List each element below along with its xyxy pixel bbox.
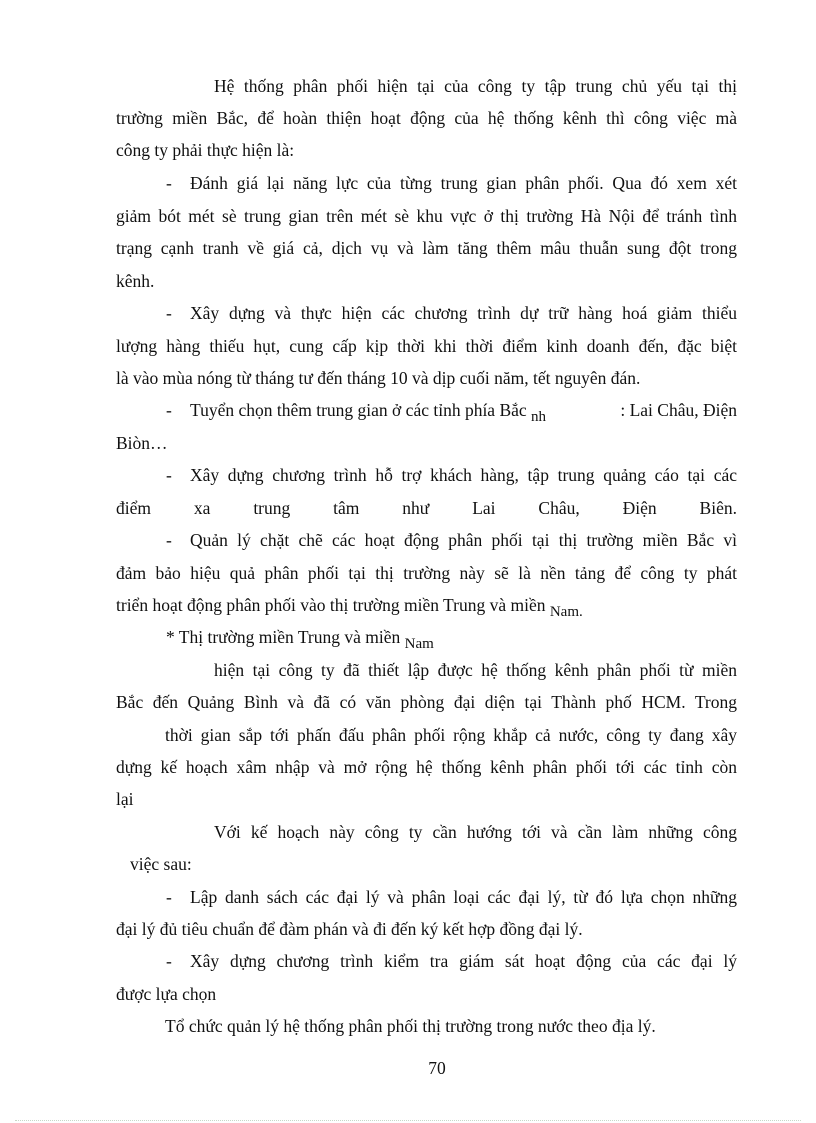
bullet-marker: - — [166, 173, 172, 193]
text-run: Tuyển chọn thêm trung gian ở các tỉnh phía Bắc — [190, 400, 527, 420]
section-heading — [166, 627, 434, 652]
bullet-marker: - — [166, 887, 172, 907]
text-run: . — [579, 604, 583, 620]
page-number: 70 — [428, 1058, 446, 1078]
paragraph-line: lại — [116, 789, 134, 809]
paragraph-line: công ty phải thực hiện là: — [116, 140, 295, 160]
page-bottom-divider — [15, 1120, 801, 1121]
bullet-item-line — [116, 595, 583, 620]
paragraph-line: Hệ thống phân phối hiện tại của công ty tập trung chủ yếu tại thị — [214, 76, 737, 96]
bullet-item-line: Xây dựng chương trình kiểm tra giám sát hoạt động của các đại lý — [190, 951, 737, 971]
bullet-item-line — [190, 400, 737, 425]
paragraph-line: dựng kế hoạch xâm nhập và mở rộng hệ thống kênh phân phối tới các tỉnh còn — [116, 757, 737, 777]
bullet-item-line: Biòn… — [116, 433, 168, 453]
bullet-item-line: được lựa chọn — [116, 984, 217, 1004]
bullet-item-line: Xây dựng chương trình hỗ trợ khách hàng, tập trung quảng cáo tại các — [190, 465, 737, 485]
paragraph-line: Bắc đến Quảng Bình và đã có văn phòng đại diện tại Thành phố HCM. Trong — [116, 692, 737, 712]
subscript-run: nh — [531, 409, 547, 425]
paragraph-line: Tổ chức quản lý hệ thống phân phối thị trường trong nước theo địa lý. — [165, 1016, 656, 1036]
bullet-item-line: Đánh giá lại năng lực của từng trung gian phân phối. Qua đó xem xét — [190, 173, 737, 193]
bullet-marker: - — [166, 465, 172, 485]
bullet-item-line: đảm bảo hiệu quả phân phối tại thị trường này sẽ là nền tảng để công ty phát — [116, 563, 737, 583]
text-run: triển hoạt động phân phối vào thị trường miền Trung và miền — [116, 595, 546, 615]
heading-text: * Thị trường miền Trung và miền — [166, 627, 401, 647]
bullet-item-line: kênh. — [116, 271, 155, 291]
paragraph-line: thời gian sắp tới phấn đấu phân phối rộng khắp cả nước, công ty đang xây — [165, 725, 737, 745]
paragraph-line: trường miền Bắc, để hoàn thiện hoạt động của hệ thống kênh thì công việc mà — [116, 108, 737, 128]
bullet-item-line: trạng cạnh tranh về giá cả, dịch vụ và làm tăng thêm mâu thuẫn sung đột trong — [116, 238, 737, 258]
bullet-item-line: lượng hàng thiếu hụt, cung cấp kịp thời khi thời điểm kinh doanh đến, đặc biệt — [116, 336, 737, 356]
bullet-marker: - — [166, 951, 172, 971]
bullet-item-line: Xây dựng và thực hiện các chương trình dự trữ hàng hoá giảm thiểu — [190, 303, 737, 323]
bullet-marker: - — [166, 530, 172, 550]
subscript-run: Nam — [549, 604, 580, 620]
paragraph-line: việc sau: — [130, 854, 192, 874]
bullet-item-line: là vào mùa nóng từ tháng tư đến tháng 10 và dịp cuối năm, tết nguyên đán. — [116, 368, 641, 388]
bullet-item-line: giảm bót mét sè trung gian trên mét sè khu vực ở thị trường Hà Nội để tránh tình — [116, 206, 737, 226]
paragraph-line: hiện tại công ty đã thiết lập được hệ thống kênh phân phối từ miền — [214, 660, 737, 680]
bullet-item-line: Lập danh sách các đại lý và phân loại các đại lý, từ đó lựa chọn những — [190, 887, 737, 907]
subscript-run: Nam — [404, 636, 434, 652]
bullet-item-line: Quản lý chặt chẽ các hoạt động phân phối tại thị trường miền Bắc vì — [190, 530, 737, 550]
text-run: : Lai Châu, Điện — [620, 400, 737, 420]
bullet-marker: - — [166, 303, 172, 323]
bullet-item-line: đại lý đủ tiêu chuẩn để đàm phán và đi đến ký kết hợp đồng đại lý. — [116, 919, 583, 939]
bullet-item-line: điểm xa trung tâm như Lai Châu, Điện Biên. — [116, 498, 737, 518]
paragraph-line: Với kế hoạch này công ty cần hướng tới và cần làm những công — [214, 822, 737, 842]
bullet-marker: - — [166, 400, 172, 420]
